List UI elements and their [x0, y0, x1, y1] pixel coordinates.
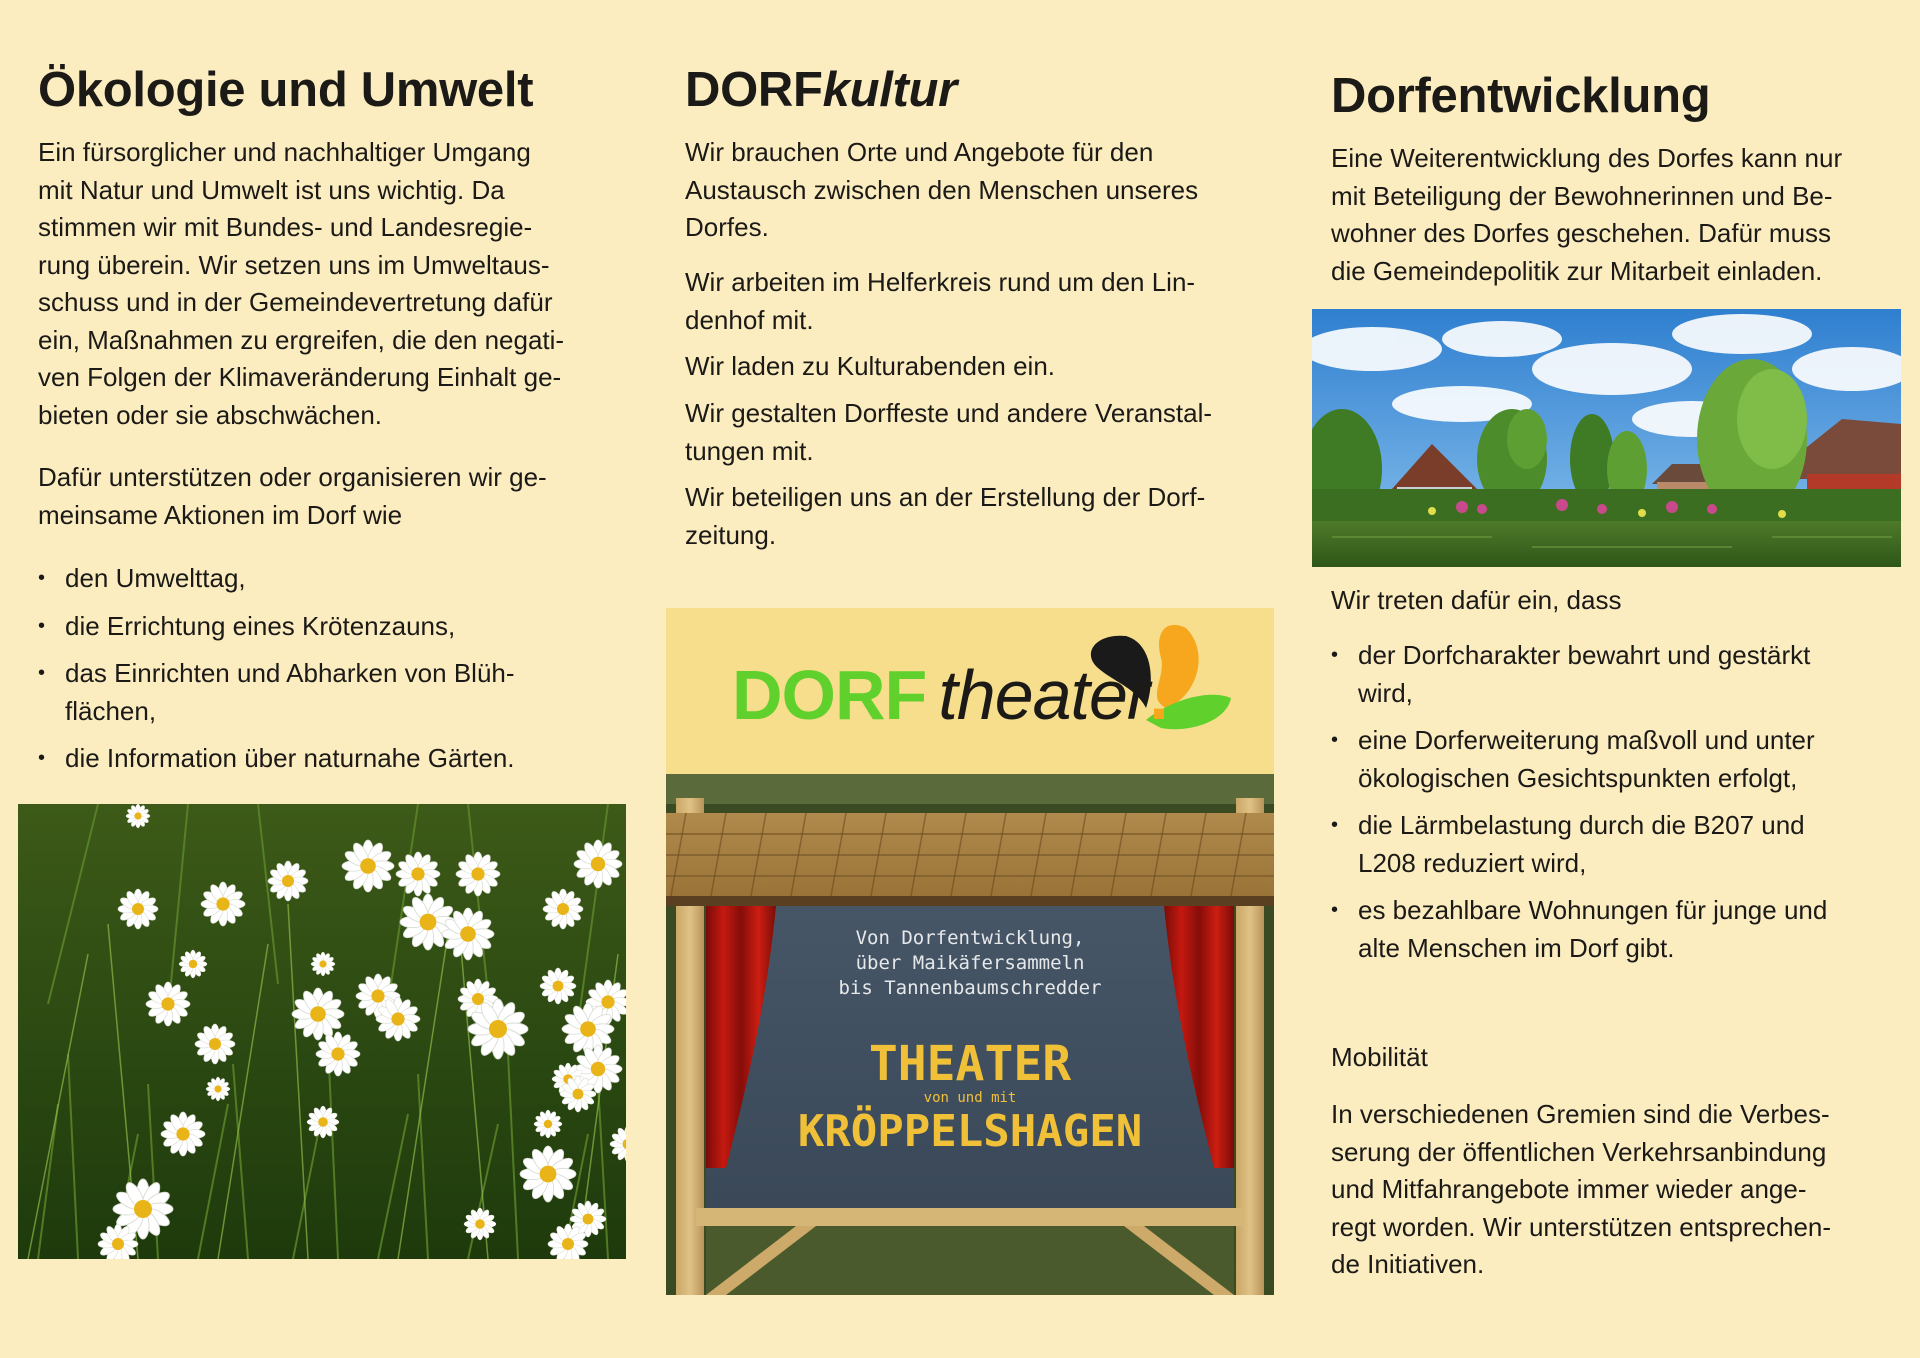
ecology-intro-line: rung überein. Wir setzen uns im Umweltaus-	[38, 249, 550, 280]
development-intro-line: wohner des Dorfes geschehen. Dafür muss	[1331, 218, 1832, 248]
development-intro-line: Eine Weiterentwicklung des Dorfes kann nur	[1331, 143, 1843, 173]
ecology-action-item-line: • die Information über naturnahe Gärten.	[65, 743, 515, 773]
ecology-action-item-line: flächen,	[65, 695, 157, 726]
ecology-action-item	[38, 608, 515, 646]
ecology-actions-intro-line: Dafür unterstützen oder organisieren wir ge-	[38, 462, 547, 492]
heading-ecology: Ökologie und Umwelt	[38, 63, 534, 117]
culture-festivals	[685, 395, 1212, 470]
ecology-intro-line: mit Natur und Umwelt ist uns wichtig. Da	[38, 174, 505, 205]
culture-newspaper-line: Wir beteiligen uns an der Erstellung der Dorf-	[685, 482, 1206, 512]
culture-helpers-line: Wir arbeiten im Helferkreis rund um den Lin-	[685, 267, 1196, 297]
culture-festivals-line: Wir gestalten Dorffeste und andere Veranstal-	[685, 398, 1213, 428]
ecology-action-item-line: • den Umwelttag,	[65, 563, 246, 593]
ecology-action-item-line: • das Einrichten und Abharken von Blüh-	[65, 658, 515, 688]
logo-theater: theater	[938, 656, 1150, 734]
heading-culture-italic: kultur	[822, 63, 957, 117]
ecology-actions-intro	[38, 459, 547, 534]
culture-intro-line: Dorfes.	[685, 212, 769, 242]
culture-newspaper-line: zeitung.	[685, 519, 777, 550]
development-goals-list	[1331, 637, 1827, 977]
culture-helpers-line: denhof mit.	[685, 304, 814, 335]
sign-place: KRÖPPELSHAGEN	[797, 1106, 1143, 1157]
mobility-text-line: In verschiedenen Gremien sind die Verbes-	[1331, 1099, 1830, 1129]
ecology-actions-intro-line: meinsame Aktionen im Dorf wie	[38, 499, 403, 530]
development-goal-item-line: • der Dorfcharakter bewahrt und gestärkt	[1358, 640, 1811, 670]
development-goal-item-line: • die Lärmbelastung durch die B207 und	[1358, 810, 1805, 840]
village-pond-photo	[1312, 309, 1901, 567]
sign-line-2: über Maikäfersammeln	[855, 952, 1085, 974]
ecology-intro-line: ein, Maßnahmen zu ergreifen, die den negati-	[38, 324, 565, 355]
mobility-text-line: regt worden. Wir unterstützen entsprechen-	[1331, 1211, 1832, 1242]
mobility-text-line: serung der öffentlichen Verkehrsanbindung	[1331, 1136, 1827, 1167]
development-goal-item-line: • es bezahlbare Wohnungen für junge und	[1358, 895, 1828, 925]
development-commitment	[1331, 582, 1621, 620]
mobility-text	[1331, 1096, 1831, 1284]
culture-evenings	[685, 348, 1055, 386]
development-intro-line: die Gemeindepolitik zur Mitarbeit einladen.	[1331, 255, 1823, 286]
sign-small: von und mit	[923, 1090, 1017, 1106]
culture-intro-line: Austausch zwischen den Menschen unseres	[685, 174, 1199, 205]
development-goal-item-line: ökologischen Gesichtspunkten erfolgt,	[1358, 762, 1798, 793]
logo-dot: .	[1149, 656, 1168, 734]
ecology-intro	[38, 134, 564, 434]
development-goal-item-line: L208 reduziert wird,	[1358, 847, 1587, 878]
sign-subtitle	[766, 926, 1174, 1001]
development-goal-item	[1331, 892, 1827, 967]
ecology-action-list	[38, 560, 515, 788]
sign-line-1: Von Dorfentwicklung,	[855, 927, 1085, 949]
ecology-intro-line: ven Folgen der Klimaveränderung Einhalt ge-	[38, 362, 562, 392]
development-commitment-line: Wir treten dafür ein, dass	[1331, 585, 1622, 615]
development-goal-item-line: • eine Dorferweiterung maßvoll und unter	[1358, 725, 1815, 755]
culture-helpers	[685, 264, 1195, 339]
heading-culture	[685, 63, 957, 117]
dorftheater-logo	[732, 656, 1168, 734]
culture-newspaper	[685, 479, 1205, 554]
development-intro-line: mit Beteiligung der Bewohnerinnen und Be-	[1331, 180, 1833, 211]
culture-evenings-line: Wir laden zu Kulturabenden ein.	[685, 351, 1056, 381]
ecology-intro-line: bieten oder sie abschwächen.	[38, 399, 383, 430]
theater-poster	[666, 608, 1274, 1295]
ecology-action-item	[38, 740, 515, 778]
ecology-intro-line: stimmen wir mit Bundes- und Landesregie-	[38, 212, 533, 242]
development-goal-item	[1331, 722, 1827, 797]
development-goal-item-line: alte Menschen im Dorf gibt.	[1358, 932, 1675, 963]
development-intro	[1331, 140, 1842, 290]
culture-intro	[685, 134, 1198, 247]
culture-intro-line: Wir brauchen Orte und Angebote für den	[685, 137, 1154, 167]
ecology-action-item-line: • die Errichtung eines Krötenzauns,	[65, 610, 456, 641]
ecology-intro-line: Ein fürsorglicher und nachhaltiger Umgang	[38, 137, 531, 167]
ecology-action-item	[38, 560, 515, 598]
heading-culture-bold: DORF	[685, 63, 823, 117]
culture-festivals-line: tungen mit.	[685, 435, 814, 466]
ecology-intro-line: schuss und in der Gemeindevertretung dafür	[38, 287, 553, 317]
daisy-meadow-photo	[18, 804, 626, 1259]
ecology-action-item	[38, 655, 515, 730]
heading-mobility: Mobilität	[1331, 1042, 1428, 1072]
development-goal-item-line: wird,	[1358, 677, 1413, 708]
sign-line-3: bis Tannenbaumschredder	[838, 977, 1102, 999]
mobility-text-line: de Initiativen.	[1331, 1249, 1485, 1279]
heading-development: Dorfentwicklung	[1331, 69, 1711, 123]
sign-title: THEATER	[868, 1036, 1072, 1092]
mobility-text-line: und Mitfahrangebote immer wieder ange-	[1331, 1174, 1807, 1204]
development-goal-item	[1331, 637, 1827, 712]
development-goal-item	[1331, 807, 1827, 882]
logo-dorf: DORF	[732, 656, 927, 734]
